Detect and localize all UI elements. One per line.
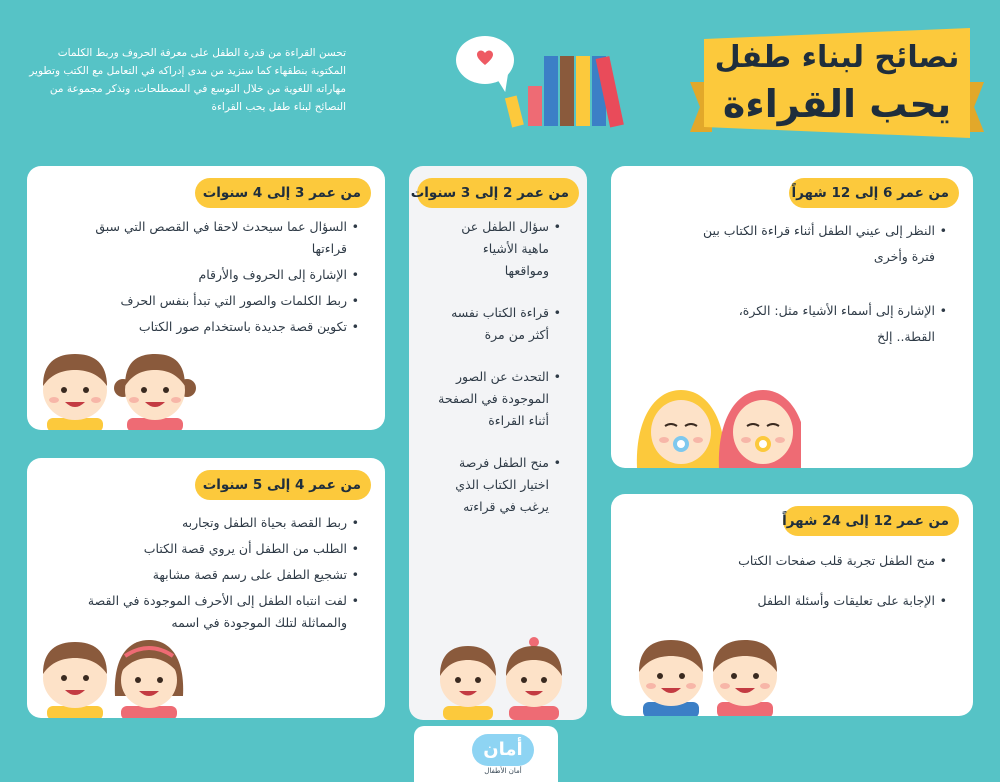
list-item: • الطلب من الطفل أن يروي قصة الكتاب bbox=[69, 538, 359, 560]
list-item: • ربط الكلمات والصور التي تبدأ بنفس الحرف bbox=[91, 290, 359, 312]
tips-list bbox=[69, 512, 359, 634]
tips-list bbox=[687, 550, 947, 612]
kids-illustration bbox=[35, 348, 201, 430]
card-2-3-years bbox=[409, 166, 587, 720]
kids-illustration bbox=[633, 634, 783, 716]
title-banner bbox=[704, 28, 970, 138]
babies-illustration bbox=[631, 382, 801, 468]
heart-icon bbox=[475, 48, 495, 68]
list-item: • سؤال الطفل عن ماهية الأشياء ومواقعها bbox=[437, 216, 561, 282]
list-item: • ربط القصة بحياة الطفل وتجاربه bbox=[69, 512, 359, 534]
books-icon bbox=[512, 56, 644, 126]
list-item: • التحدث عن الصور الموجودة في الصفحة أثناء القراءة bbox=[437, 366, 561, 432]
speech-bubble-icon bbox=[456, 36, 514, 84]
section-heading: من عمر 3 إلى 4 سنوات bbox=[195, 178, 371, 208]
card-3-4-years bbox=[27, 166, 385, 430]
brand-logo bbox=[414, 726, 558, 782]
tips-list bbox=[697, 218, 947, 350]
list-item: • منح الطفل تجربة قلب صفحات الكتاب bbox=[687, 550, 947, 572]
list-item: • لفت انتباه الطفل إلى الأحرف الموجودة في القصة والمماثلة لتلك الموجودة في اسمه bbox=[69, 590, 359, 634]
logo-subtitle: أمان الأطفال bbox=[484, 767, 522, 775]
list-item: • الإشارة إلى الحروف والأرقام bbox=[91, 264, 359, 286]
title-line-2: يحب القراءة bbox=[722, 82, 952, 126]
card-12-24-months bbox=[611, 494, 973, 716]
title-line-1: نصائح لبناء طفل bbox=[714, 40, 960, 75]
kids-illustration bbox=[37, 636, 187, 718]
section-heading: من عمر 2 إلى 3 سنوات bbox=[417, 178, 579, 208]
card-4-5-years bbox=[27, 458, 385, 718]
logo-word: أمان bbox=[483, 739, 523, 760]
list-item: • النظر إلى عيني الطفل أثناء قراءة الكتاب بين فترة وأخرى bbox=[697, 218, 947, 270]
tips-list bbox=[91, 216, 359, 338]
kids-illustration bbox=[433, 636, 567, 720]
card-6-12-months bbox=[611, 166, 973, 468]
list-item: • تشجيع الطفل على رسم قصة مشابهة bbox=[69, 564, 359, 586]
list-item: • الإجابة على تعليقات وأسئلة الطفل bbox=[687, 590, 947, 612]
intro-paragraph: تحسن القراءة من قدرة الطفل على معرفة الحروف وربط الكلمات المكتوبة بنطقهاء كما ستزيد من مدى إدراكه في التعامل مع الكتب وتطوير مهاراته اللغوية من خلال التوسع في المصطلحات، ونذكر مجموعة من النصائح لبناء طفل يحب القراءة bbox=[29, 47, 346, 113]
list-item: • الإشارة إلى أسماء الأشياء مثل: الكرة، القطة.. إلخ bbox=[697, 298, 947, 350]
section-heading: من عمر 6 إلى 12 شهراً bbox=[789, 178, 959, 208]
list-item: • السؤال عما سيحدث لاحقا في القصص التي سبق قراءتها bbox=[91, 216, 359, 260]
section-heading: من عمر 12 إلى 24 شهراً bbox=[783, 506, 959, 536]
list-item: • منح الطفل فرصة اختيار الكتاب الذي يرغب في قراءته bbox=[437, 452, 561, 518]
section-heading: من عمر 4 إلى 5 سنوات bbox=[195, 470, 371, 500]
tips-list bbox=[437, 216, 561, 518]
list-item: • تكوين قصة جديدة باستخدام صور الكتاب bbox=[91, 316, 359, 338]
list-item: • قراءة الكتاب نفسه أكثر من مرة bbox=[437, 302, 561, 346]
